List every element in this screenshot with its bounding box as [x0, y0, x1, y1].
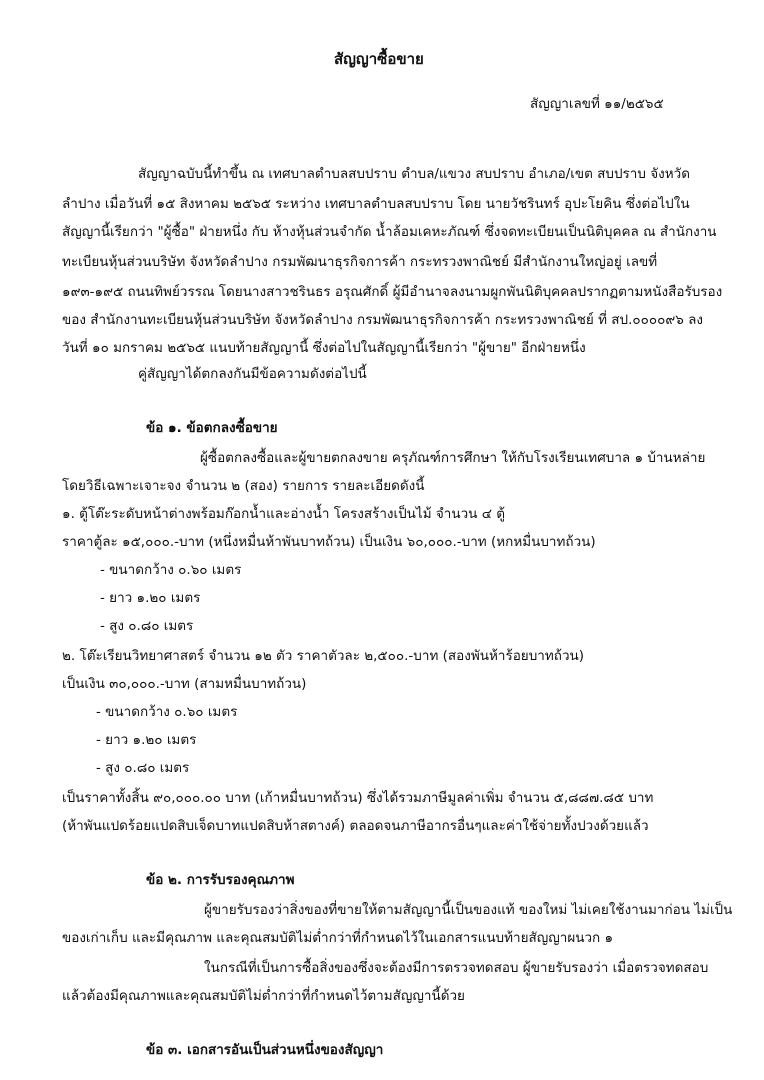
text-line: สัญญาฉบับนี้ทำขึ้น ณ เทศบาลตำบลสบปราบ ตำบล/แขวง สบปราบ อำเภอ/เขต สบปราบ จังหวัด [138, 166, 690, 182]
text-line: ๑๙๓-๑๙๕ ถนนทิพย์วรรณ โดยนางสาวชรินธร อรุณศักดิ์ ผู้มีอำนาจลงนามผูกพันนิติบุคคลปรากฏตามหนังสือรับรอง [62, 284, 723, 300]
text-line: ผู้ขายรับรองว่าสิ่งของที่ขายให้ตามสัญญานี้เป็นของแท้ ของใหม่ ไม่เคยใช้งานมาก่อน ไม่เป็น [204, 902, 733, 918]
text-line: - ขนาดกว้าง ๐.๖๐ เมตร [100, 562, 242, 578]
text-line: ๑. ตู้โต๊ะระดับหน้าต่างพร้อมก๊อกน้ำและอ่างน้ำ โครงสร้างเป็นไม้ จำนวน ๔ ตู้ [62, 506, 505, 522]
text-line: - ยาว ๑.๒๐ เมตร [96, 732, 197, 748]
text-line: - สูง ๐.๘๐ เมตร [100, 618, 194, 634]
text-line: แล้วต้องมีคุณภาพและคุณสมบัติไม่ต่ำกว่าที่กำหนดไว้ตามสัญญานี้ด้วย [62, 988, 465, 1004]
text-line: ทะเบียนหุ้นส่วนบริษัท จังหวัดลำปาง กรมพัฒนาธุรกิจการค้า กระทรวงพาณิชย์ มีสำนักงานใหญ่อยู่ เลขที่ [62, 254, 658, 270]
text-line: สัญญานี้เรียกว่า "ผู้ซื้อ" ฝ่ายหนึ่ง กับ ห้างหุ้นส่วนจำกัด น้ำล้อมเคหะภัณฑ์ ซึ่งจดทะเบียนเป็นนิติบุคคล ณ สำนักงาน [62, 224, 717, 240]
text-line: ราคาตู้ละ ๑๕,๐๐๐.-บาท (หนึ่งหมื่นห้าพันบาทถ้วน) เป็นเงิน ๖๐,๐๐๐.-บาท (หกหมื่นบาทถ้วน) [62, 534, 596, 550]
text-line: เป็นราคาทั้งสิ้น ๙๐,๐๐๐.๐๐ บาท (เก้าหมื่นบาทถ้วน) ซึ่งได้รวมภาษีมูลค่าเพิ่ม จำนวน ๕,๘๘๗.๘๕ บาท [62, 790, 654, 806]
text-line: วันที่ ๑๐ มกราคม ๒๕๖๕ แนบท้ายสัญญานี้ ซึ่งต่อไปในสัญญานี้เรียกว่า "ผู้ขาย" อีกฝ่ายหนึ่ง [62, 340, 586, 356]
section-heading: ข้อ ๑. ข้อตกลงซื้อขาย [146, 420, 278, 436]
text-line: - ขนาดกว้าง ๐.๖๐ เมตร [96, 704, 238, 720]
text-line: คู่สัญญาได้ตกลงกันมีข้อความดังต่อไปนี้ [138, 366, 367, 382]
section-heading: ข้อ ๓. เอกสารอันเป็นส่วนหนึ่งของสัญญา [146, 1042, 384, 1058]
text-line: เป็นเงิน ๓๐,๐๐๐.-บาท (สามหมื่นบาทถ้วน) [62, 676, 307, 692]
document-title: สัญญาซื้อขาย [334, 50, 424, 68]
text-line: ลำปาง เมื่อวันที่ ๑๕ สิงหาคม ๒๕๖๕ ระหว่าง เทศบาลตำบลสบปราบ โดย นายวัชรินทร์ อุปะโยคิน ซึ่งต่อไปใน [62, 196, 690, 212]
text-line: ในกรณีที่เป็นการซื้อสิ่งของซึ่งจะต้องมีการตรวจทดสอบ ผู้ขายรับรองว่า เมื่อตรวจทดสอบ [204, 960, 709, 976]
text-line: ผู้ซื้อตกลงซื้อและผู้ขายตกลงขาย ครุภัณฑ์การศึกษา ให้กับโรงเรียนเทศบาล ๑ บ้านหล่าย [200, 450, 706, 466]
text-line: - ยาว ๑.๒๐ เมตร [100, 590, 201, 606]
text-line: - สูง ๐.๘๐ เมตร [96, 760, 190, 776]
text-line: ของเก่าเก็บ และมีคุณภาพ และคุณสมบัติไม่ต่ำกว่าที่กำหนดไว้ในเอกสารแนบท้ายสัญญาผนวก ๑ [62, 930, 614, 946]
text-line: ๒. โต๊ะเรียนวิทยาศาสตร์ จำนวน ๑๒ ตัว ราคาตัวละ ๒,๕๐๐.-บาท (สองพันห้าร้อยบาทถ้วน) [62, 648, 585, 664]
text-line: ของ สำนักงานทะเบียนหุ้นส่วนบริษัท จังหวัดลำปาง กรมพัฒนาธุรกิจการค้า กระทรวงพาณิชย์ ที่ สป.๐๐๐๐๙๖ ลง [62, 312, 703, 328]
text-line: (ห้าพันแปดร้อยแปดสิบเจ็ดบาทแปดสิบห้าสตางค์) ตลอดจนภาษีอากรอื่นๆและค่าใช้จ่ายทั้งปวงด้วยแล้ว [62, 818, 649, 834]
section-heading: ข้อ ๒. การรับรองคุณภาพ [146, 872, 295, 888]
text-line: โดยวิธีเฉพาะเจาะจง จำนวน ๒ (สอง) รายการ รายละเอียดดังนี้ [62, 478, 425, 494]
contract-number: สัญญาเลขที่ ๑๑/๒๕๖๕ [530, 96, 664, 112]
